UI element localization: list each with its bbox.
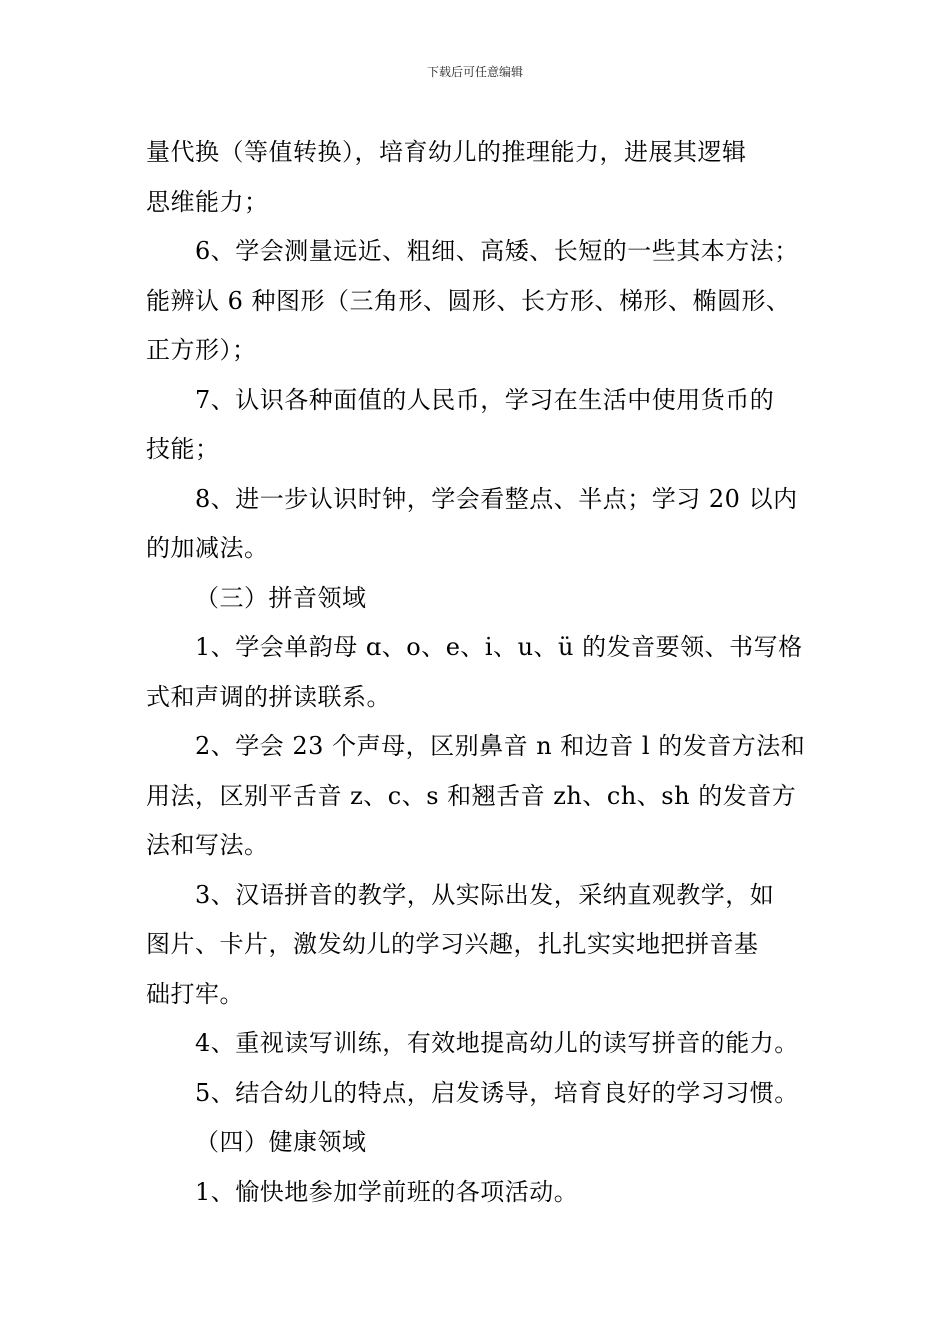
list-item-5: 5、结合幼儿的特点，启发诱导，培育良好的学习习惯。	[195, 1078, 799, 1107]
paragraph-line: 用法，区别平舌音 z、c、s 和翘舌音 zh、ch、sh 的发音方	[146, 781, 797, 810]
paragraph-line: 础打牢。	[146, 979, 244, 1008]
paragraph-line: 的加减法。	[146, 534, 269, 562]
paragraph-line: 技能；	[146, 435, 220, 463]
paragraph-line: 能辨认 6 种图形（三角形、圆形、长方形、梯形、椭圆形、	[146, 286, 791, 315]
list-item-4: 4、重视读写训练，有效地提高幼儿的读写拼音的能力。	[195, 1029, 799, 1057]
list-item-8: 8、进一步认识时钟，学会看整点、半点；学习 20 以内	[195, 484, 798, 513]
document-body	[146, 128, 816, 1217]
page-header-note: 下载后可任意编辑	[426, 65, 523, 79]
list-item-1-health: 1、愉快地参加学前班的各项活动。	[195, 1177, 579, 1206]
list-item-6: 6、学会测量远近、粗细、高矮、长短的一些其本方法；	[195, 237, 799, 265]
section-heading-pinyin: （三）拼音领域	[195, 583, 367, 612]
paragraph-line: 思维能力；	[146, 187, 269, 216]
list-item-2: 2、学会 23 个声母，区别鼻音 n 和边音 l 的发音方法和	[195, 732, 806, 760]
paragraph-line: 式和声调的拼读联系。	[146, 682, 391, 711]
paragraph-line: 法和写法。	[146, 831, 269, 859]
paragraph-line: 正方形）；	[146, 336, 257, 364]
list-item-3: 3、汉语拼音的教学，从实际出发，采纳直观教学，如	[195, 880, 775, 909]
list-item-1: 1、学会单韵母 ɑ、o、e、i、u、ü 的发音要领、书写格	[195, 633, 803, 661]
paragraph-line: 量代换（等值转换），培育幼儿的推理能力，进展其逻辑	[146, 138, 747, 166]
section-heading-health: （四）健康领域	[195, 1128, 367, 1156]
paragraph-line: 图片、卡片，激发幼儿的学习兴趣，扎扎实实地把拼音基	[146, 930, 759, 958]
list-item-7: 7、认识各种面值的人民币，学习在生活中使用货币的	[195, 385, 775, 414]
